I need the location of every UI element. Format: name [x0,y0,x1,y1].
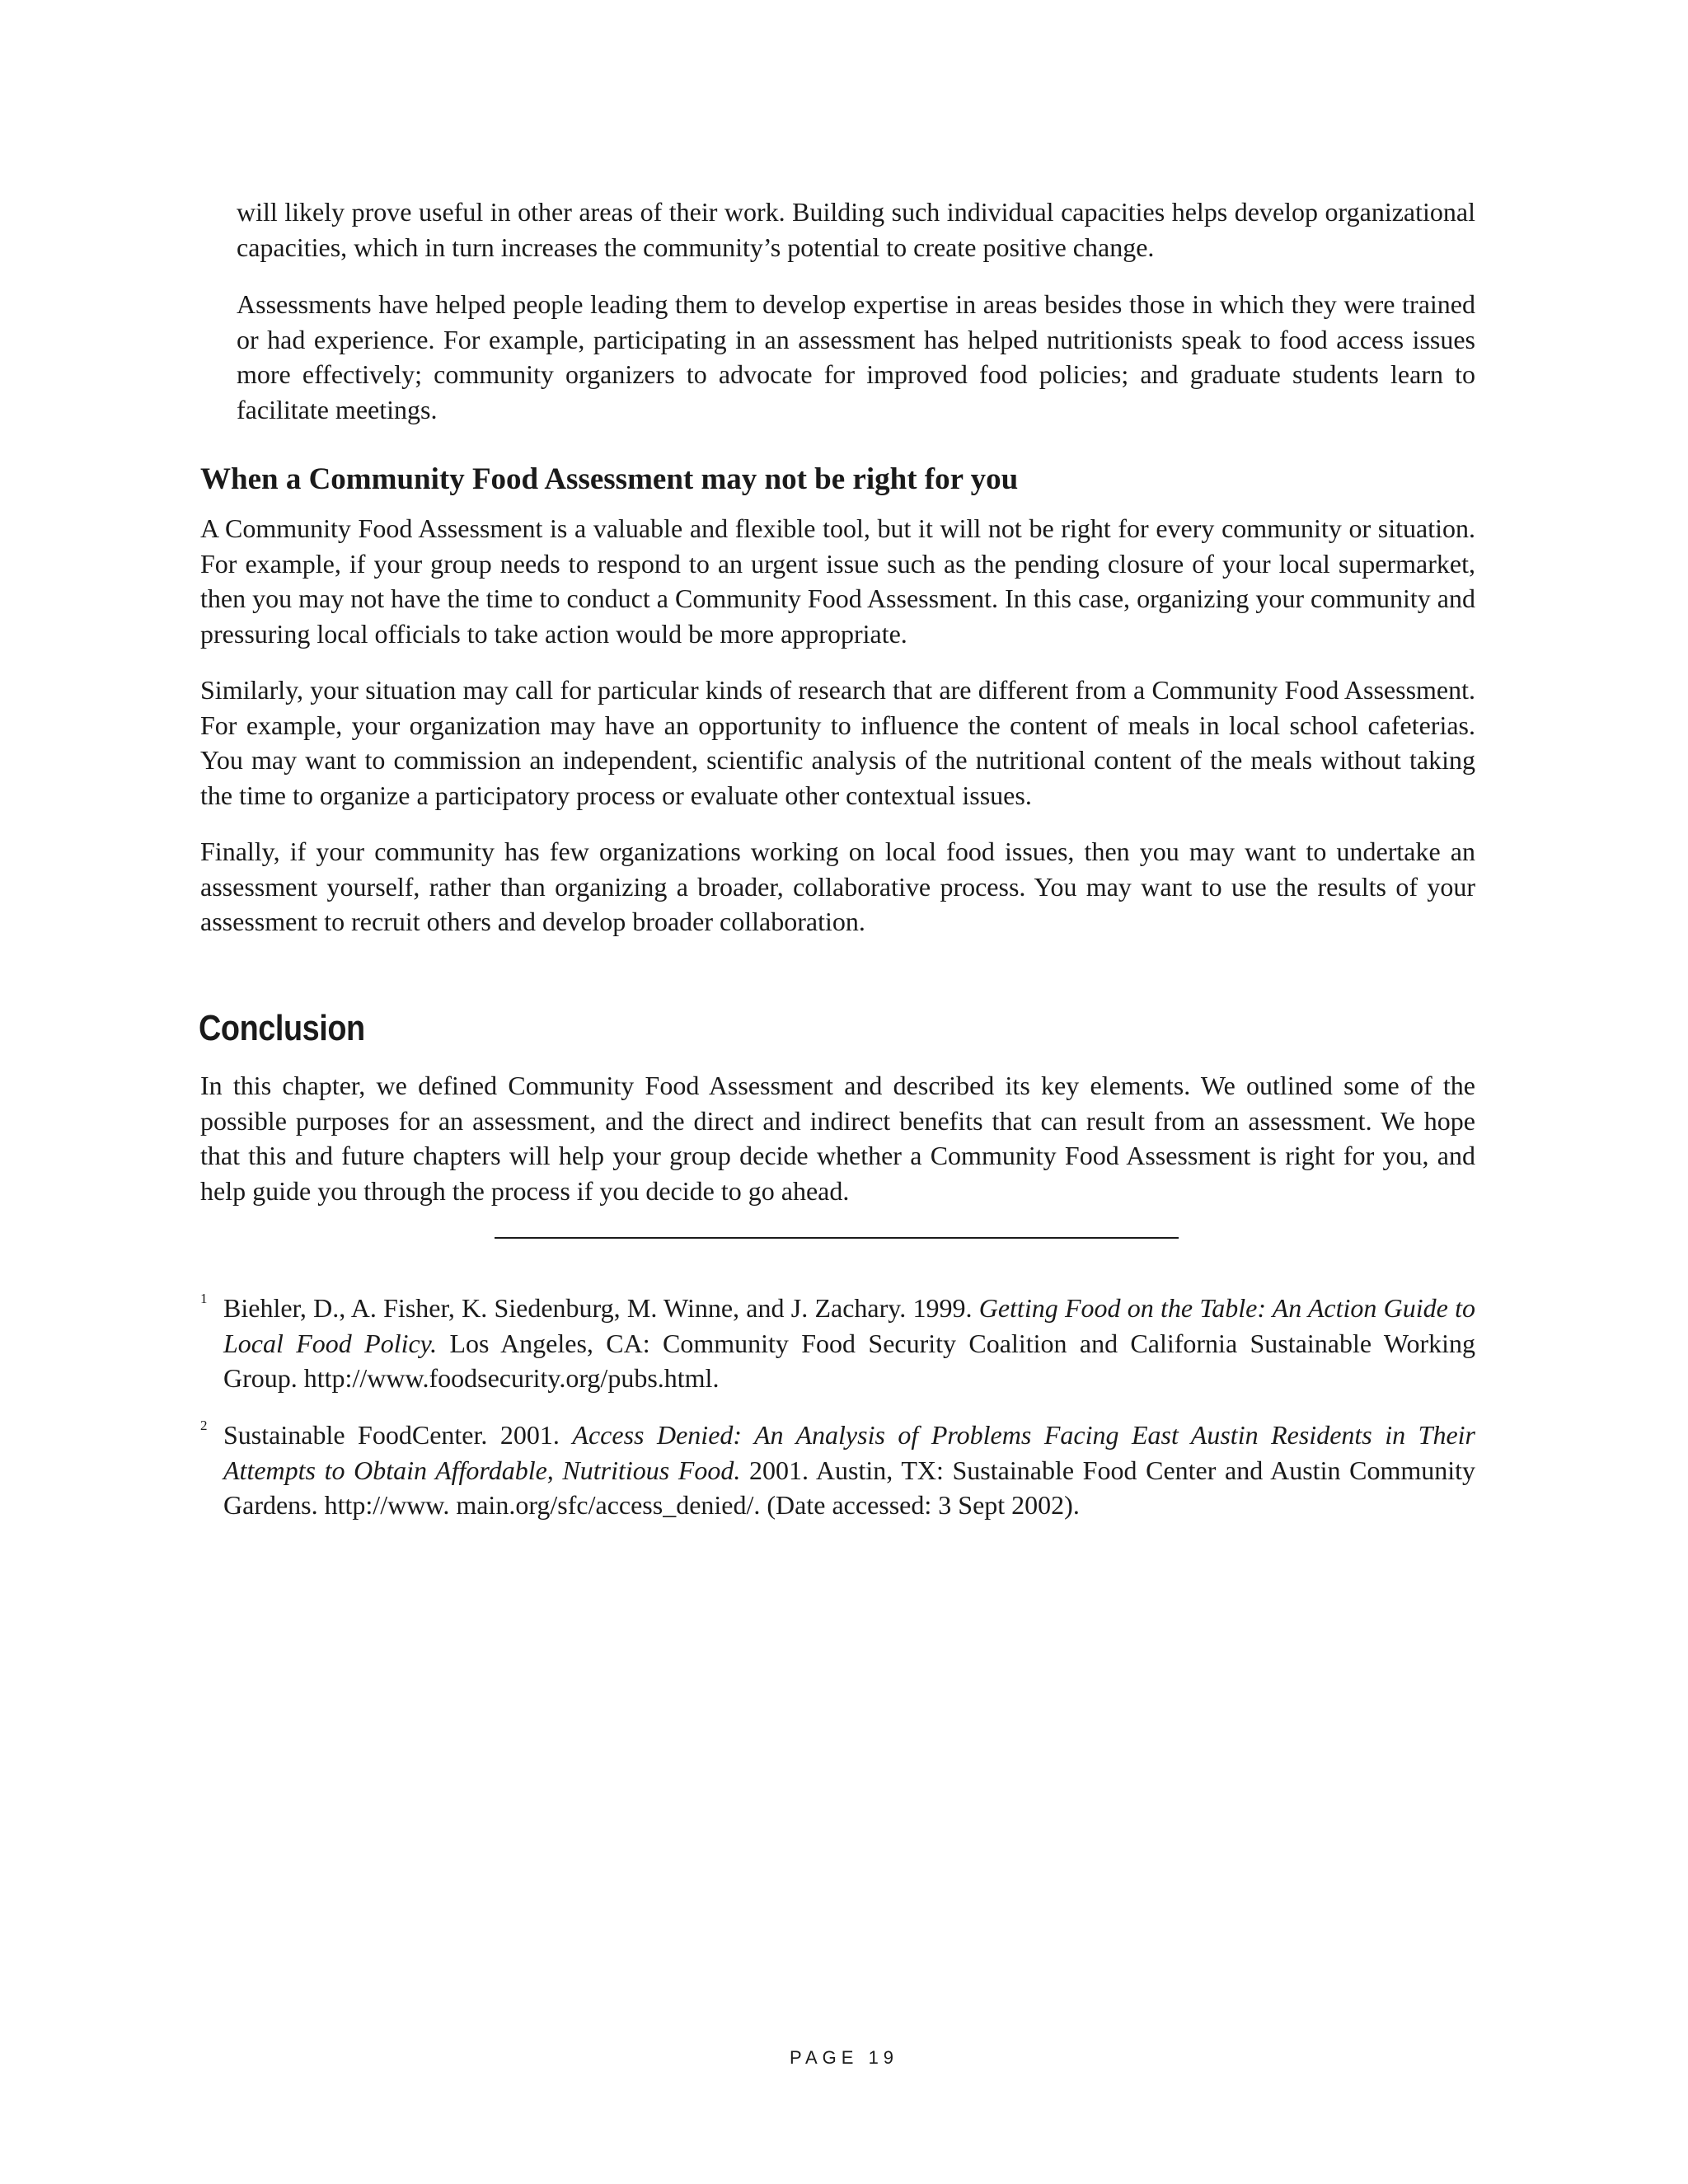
intro-paragraph-1: will likely prove useful in other areas of their work. Building such individual capacities helps develop organizational capacities, which in turn increases the community’s potential to create positive change. [237,197,1475,262]
footnote-title: Access Denied: An Analysis of Problems Facing East Austin Residents in Their Attempts to Obtain Affordable, Nutritious Food. [223,1420,1475,1485]
footnote-number: 2 [200,1418,208,1433]
footnote-number: 1 [200,1291,208,1306]
footnote-text [223,1291,1475,1396]
footnote-text [223,1418,1475,1523]
not-right-paragraph-1: A Community Food Assessment is a valuable and flexible tool, but it will not be right for every community or situation. For example, if your group needs to respond to an urgent issue such as the pending closure of your local supermarket, then you may not have the time to conduct a Community Food Assessment. In this case, organizing your community and pressuring local officials to take action would be more appropriate. [200,513,1475,649]
conclusion-paragraph: In this chapter, we defined Community Food Assessment and described its key elements. We outlined some of the possible purposes for an assessment, and the direct and indirect benefits that can result from an assessment. We hope that this and future chapters will help your group decide whether a Community Food Assessment is right for you, and help guide you through the process if you decide to go ahead. [200,1071,1475,1206]
not-right-paragraph-3: Finally, if your community has few organizations working on local food issues, then you may want to undertake an assessment yourself, rather than organizing a broader, collaborative process. You may want to use the results of your assessment to recruit others and develop broader collaboration. [200,837,1475,936]
not-right-paragraph-2: Similarly, your situation may call for particular kinds of research that are different from a Community Food Assessment. For example, your organization may have an opportunity to influence the content of meals in local school cafeterias. You may want to commission an independent, scientific analysis of the nutritional content of the meals without taking the time to organize a participatory process or evaluate other contextual issues. [200,675,1475,810]
footnote-divider [495,1237,1179,1239]
section-heading-not-right: When a Community Food Assessment may not be right for you [200,462,1019,496]
footnote-title: Getting Food on the Table: An Action Guide to Local Food Policy. [223,1293,1476,1358]
footnote-citation-text: 2001. Austin, TX: Sustainable Food Center and Austin Community Gardens. http://www. main.org/sfc/access_denied/. (Date accessed: 3 Sept 2002). [223,1455,1476,1520]
intro-paragraph-2: Assessments have helped people leading them to develop expertise in areas besides those in which they were trained or had experience. For example, participating in an assessment has helped nutritionists speak to food access issues more effectively; community organizers to advocate for improved food policies; and graduate students learn to facilitate meetings. [237,289,1475,424]
footnote-citation-text: Biehler, D., A. Fisher, K. Siedenburg, M. Winne, and J. Zachary. 1999. [223,1293,979,1323]
footnote-citation-text: Sustainable FoodCenter. 2001. [223,1420,573,1450]
footnote-1 [200,1291,1475,1396]
page-number: PAGE 19 [789,2047,899,2068]
conclusion-heading: Conclusion [199,1008,365,1048]
footnote-citation-text: Los Angeles, CA: Community Food Security Coalition and California Sustainable Working Group. http://www.foodsecurity.org/pubs.html. [223,1328,1476,1393]
footnote-2 [200,1418,1475,1523]
